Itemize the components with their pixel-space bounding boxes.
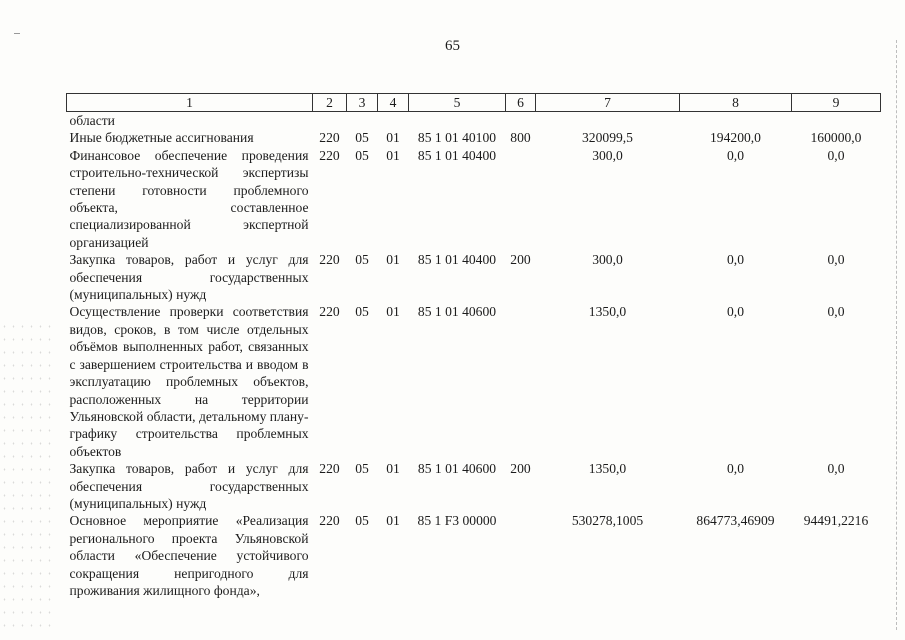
cell-amount-year2: 0,0 (727, 252, 744, 268)
cell-amount-year3: 94491,2216 (803, 513, 869, 529)
table-row (67, 512, 881, 599)
budget-table (66, 93, 881, 599)
cell-section: 05 (355, 147, 369, 163)
table-row (67, 112, 881, 130)
column-header: 6 (506, 94, 536, 112)
row-description: Финансовое обеспечение проведения строительно-технической экспертизы степени готовности проблемного объекта, составленное специализированной экспертной организацией (69, 147, 309, 250)
row-description: Закупка товаров, работ и услуг для обеспечения государственных (муниципальных) нужд (69, 252, 309, 303)
cell-section: 05 (355, 461, 369, 477)
cell-ministry-code: 220 (319, 147, 340, 163)
cell-amount-year3: 0,0 (827, 304, 845, 320)
cell-expense-type (506, 112, 536, 130)
cell-amount-year2: 864773,46909 (696, 513, 775, 529)
column-header: 2 (313, 94, 347, 112)
cell-target-article (409, 112, 506, 130)
cell-subsection (378, 112, 409, 130)
table-header-row (67, 94, 881, 112)
page-number: 65 (445, 38, 460, 54)
cell-ministry-code: 220 (319, 252, 340, 268)
column-header: 9 (792, 94, 881, 112)
column-header: 8 (680, 94, 792, 112)
cell-amount-year2: 0,0 (727, 461, 744, 477)
cell-subsection: 01 (386, 252, 400, 268)
cell-amount-year1: 300,0 (592, 147, 623, 163)
table-row (67, 147, 881, 251)
cell-target-article: 85 1 01 40600 (417, 461, 497, 477)
cell-section: 05 (355, 252, 369, 268)
cell-amount-year2: 0,0 (727, 147, 744, 163)
cell-section: 05 (355, 304, 369, 320)
cell-ministry-code: 220 (319, 304, 340, 320)
cell-target-article: 85 1 01 40600 (417, 304, 497, 320)
cell-expense-type (506, 512, 536, 599)
cell-subsection: 01 (386, 513, 400, 529)
cell-section: 05 (355, 130, 369, 146)
cell-amount-year2: 194200,0 (710, 130, 761, 146)
cell-amount-year1: 300,0 (592, 252, 623, 268)
cell-expense-type (506, 147, 536, 251)
cell-amount-year1: 320099,5 (582, 130, 633, 146)
cell-expense-type: 200 (510, 252, 531, 268)
cell-amount-year3: 0,0 (827, 147, 845, 163)
table-row (67, 303, 881, 460)
cell-amount-year3: 0,0 (827, 252, 845, 268)
cell-amount-year2 (680, 112, 792, 130)
column-header: 1 (67, 94, 313, 112)
cell-amount-year1: 530278,1005 (571, 513, 644, 529)
column-header: 5 (409, 94, 506, 112)
cell-ministry-code: 220 (319, 461, 340, 477)
cell-amount-year3 (792, 112, 881, 130)
table-row (67, 460, 881, 512)
column-header: 7 (536, 94, 680, 112)
cell-subsection: 01 (386, 130, 400, 146)
cell-section (347, 112, 378, 130)
row-description: Закупка товаров, работ и услуг для обеспечения государственных (муниципальных) нужд (69, 461, 309, 511)
row-description: области (69, 113, 115, 128)
budget-table-container (66, 93, 869, 599)
cell-expense-type (506, 303, 536, 460)
row-description: Осуществление проверки соответствия видов, сроков, в том числе отдельных объёмов выполненных работ, связанных с завершением строительства и вводом в эксплуатацию проблемных объектов, расположенных на территории Ульяновской области, детальному плану-графику строительства проблемных объектов (69, 304, 309, 459)
row-description: Иные бюджетные ассигнования (69, 130, 254, 146)
cell-ministry-code: 220 (319, 130, 340, 146)
column-header: 3 (347, 94, 378, 112)
cell-subsection: 01 (386, 147, 400, 163)
cell-amount-year3: 160000,0 (810, 130, 862, 146)
cell-amount-year1: 1350,0 (588, 461, 627, 477)
cell-expense-type: 200 (510, 461, 531, 477)
cell-target-article: 85 1 01 40400 (417, 252, 497, 268)
cell-target-article: 85 1 F3 00000 (417, 513, 497, 529)
table-row (67, 129, 881, 146)
cell-subsection: 01 (386, 461, 400, 477)
table-row (67, 251, 881, 303)
cell-amount-year1: 1350,0 (588, 304, 627, 320)
cell-amount-year3: 0,0 (827, 461, 845, 477)
scan-edge-line (895, 40, 897, 630)
cell-expense-type: 800 (510, 130, 531, 146)
cell-ministry-code (313, 112, 347, 130)
scan-artifact-mark (14, 33, 20, 34)
column-header: 4 (378, 94, 409, 112)
row-description: Основное мероприятие «Реализация регионального проекта Ульяновской области «Обеспечение устойчивого сокращения непригодного для проживания жилищного фонда», (69, 513, 309, 598)
cell-amount-year2: 0,0 (727, 304, 744, 320)
cell-amount-year1 (536, 112, 680, 130)
cell-section: 05 (355, 513, 369, 529)
cell-ministry-code: 220 (319, 513, 340, 529)
cell-target-article: 85 1 01 40400 (417, 147, 497, 163)
cell-subsection: 01 (386, 304, 400, 320)
scan-noise-speckles (0, 320, 55, 630)
cell-target-article: 85 1 01 40100 (417, 130, 497, 146)
